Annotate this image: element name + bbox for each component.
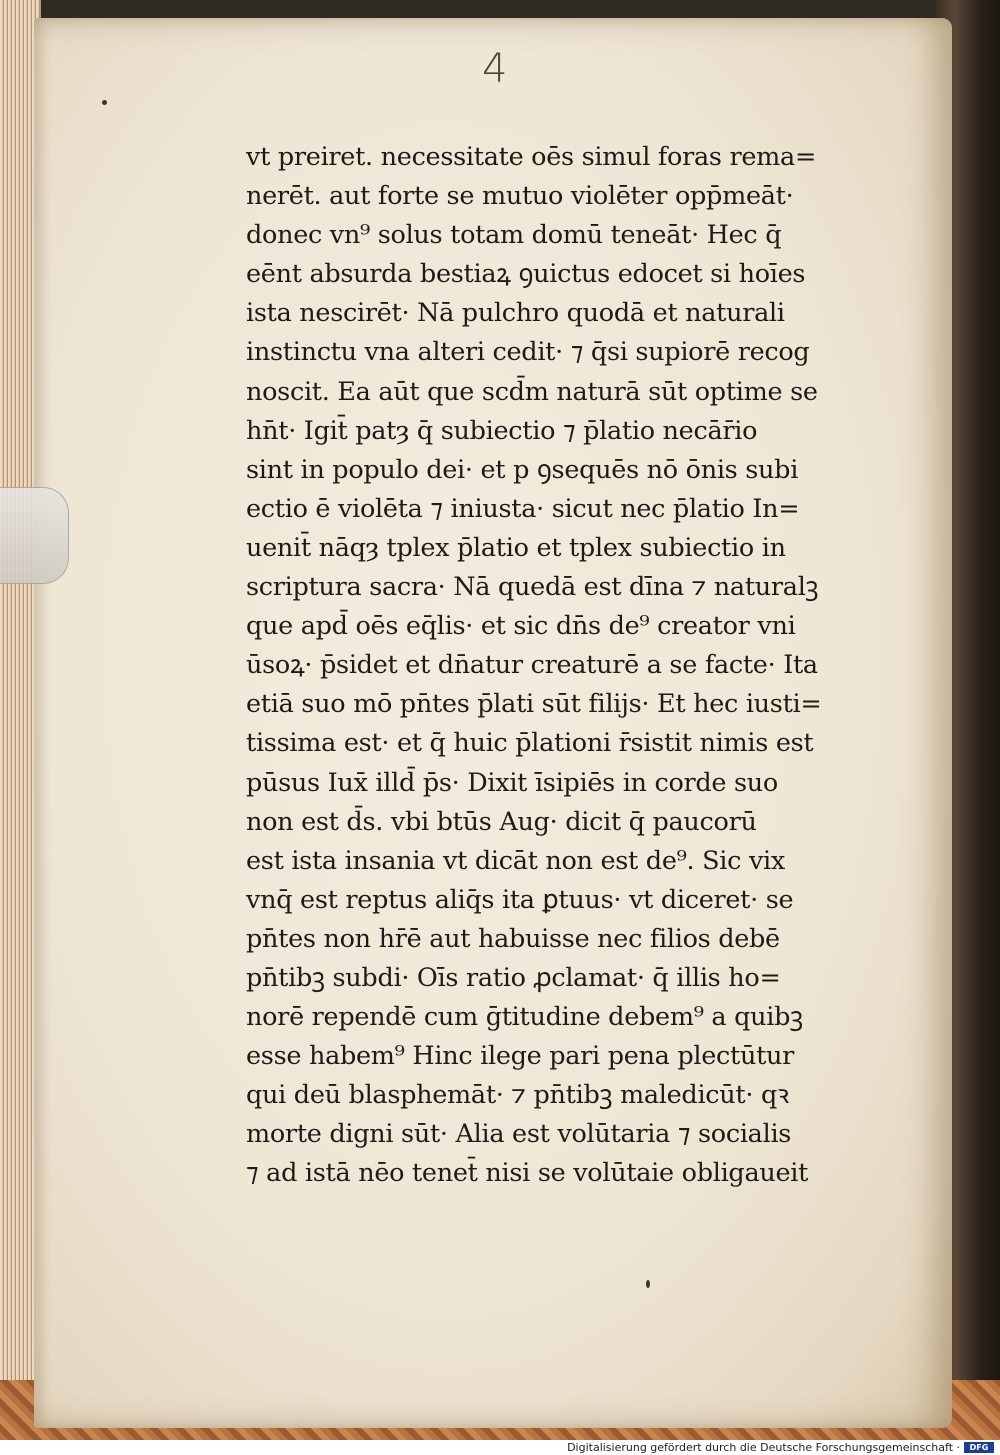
text-line: vnq̄ est reptus aliq̄s ita ꝑtuus· vt diceret· se [246,884,794,915]
text-line: esse habem⁹ Hinc ilege pari pena plectūtur [246,1041,795,1072]
text-line: qui deū blasphemāt· ⁊ pn̄tibꝫ maledicūt· qꝛ [246,1080,789,1111]
text-line: eēnt absurda bestiaꝝ ꝯuictus edocet si hoīes [246,259,806,290]
text-line: pūsus Iux̄ illd̄ p̄s· Dixit īsipiēs in corde suo [246,767,778,798]
text-line: sint in populo dei· et p ꝯsequēs nō ōnis subi [246,454,799,485]
text-line: uenit̄ nāqȝ tplex p̄latio et tplex subiectio in [246,532,786,563]
book-page [34,18,952,1428]
page-number: 4 [482,46,508,92]
text-line: morte digni sūt· Alia est volūtaria ⁊ socialis [246,1119,792,1150]
text-line: vt preiret. necessitate oēs simul foras rema= [246,142,817,172]
text-block [246,138,866,1194]
text-line: etiā suo mō pn̄tes p̄lati sūt filijs· Et hec iusti= [246,689,822,720]
ink-speck [646,1280,650,1288]
text-line: donec vn⁹ solus totam domū teneāt· Hec q̄ [246,220,782,251]
text-line: hn̄t· Igit̄ patȝ q̄ subiectio ⁊ p̄latio necār̄io [246,415,758,446]
text-line: pn̄tes non hr̄ē aut habuisse nec filios debē [246,923,780,954]
text-line: instinctu vna alteri cedit· ⁊ q̄si supiorē recog [246,337,810,368]
ink-speck [102,100,107,105]
text-line: pn̄tibꝫ subdi· Oīs ratio ꝓclamat· q̄ illis ho= [246,962,781,993]
text-line: scriptura sacra· Nā quedā est dīna ⁊ naturalꝫ [246,572,819,603]
text-line: ectio ē violēta ⁊ iniusta· sicut nec p̄latio In= [246,493,800,524]
text-line: tissima est· et q̄ huic p̄lationi r̄sistit nimis est [246,728,814,759]
footer-credit: Digitalisierung gefördert durch die Deutsche Forschungsgemeinschaft · [567,1441,960,1454]
footer-bar [0,1440,1000,1455]
text-line: norē rependē cum ḡtitudine debem⁹ a quibꝫ [246,1002,803,1033]
text-line: est ista insania vt dicāt non est de⁹. Sic vix [246,845,785,876]
text-line: non est d̄s. vbi btūs Aug· dicit q̄ paucorū [246,806,757,837]
text-line: ⁊ ad istā nēo tenet̄ nisi se volūtaie obligaueit [246,1158,809,1189]
text-line: noscit. Ea aūt que scd̄m naturā sūt optime se [246,376,818,407]
text-line: que apd̄ oēs eq̄lis· et sic dn̄s de⁹ creator vni [246,611,796,642]
dfg-logo[interactable]: DFG [964,1442,994,1453]
text-line: ista nescirēt· Nā pulchro quodā et naturali [246,298,785,329]
bookmark-tab [0,487,69,584]
text-line: nerēt. aut forte se mutuo violēter opp̄meāt· [246,181,794,212]
text-line: ūsoꝝ· p̄sidet et dn̄atur creaturē a se facte· Ita [246,650,818,681]
